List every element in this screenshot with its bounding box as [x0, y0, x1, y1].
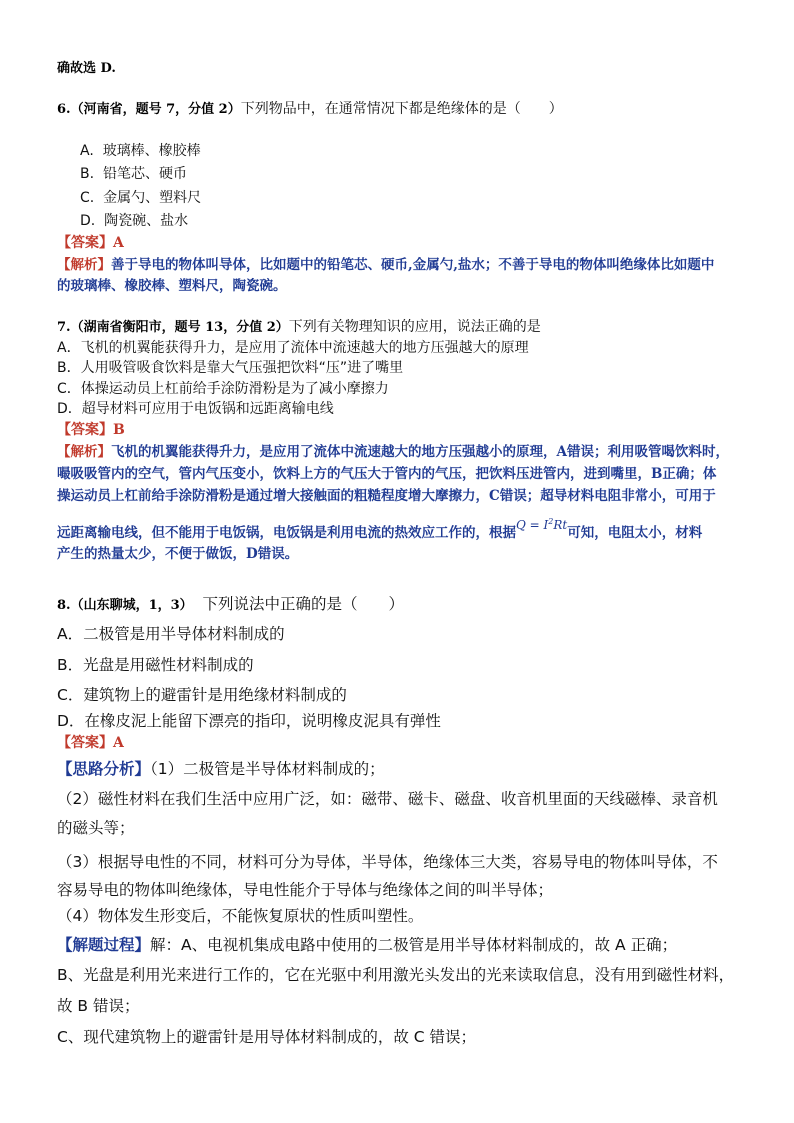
previous-answer-tail: 确故选 D.: [57, 61, 116, 76]
answer-line: [57, 234, 124, 252]
analysis-line-2: 嘬吸吸管内的空气，管内气压变小，饮料上方的气压大于管内的气压，把饮料压进管内，进到嘴里，B正确；体: [57, 466, 717, 482]
question-8: [57, 594, 404, 616]
approach-line-2: （2）磁性材料在我们生活中应用广泛，如：磁带、磁卡、磁盘、收音机里面的天线磁棒、录音机: [57, 790, 718, 808]
answer-tag: 【答案】: [57, 235, 113, 251]
question-number: 6.: [57, 102, 71, 117]
option-letter: A.: [80, 143, 94, 159]
question-source: （河南省，题号 7，分值 2）: [70, 102, 241, 117]
question-stem: 下列物品中，在通常情况下都是绝缘体的是（ ）: [240, 101, 563, 117]
analysis-line-3: 操运动员上杠前给手涂防滑粉是通过增大接触面的粗糙程度增大摩擦力，C错误；超导材料电阻非常小，可用于: [57, 488, 716, 504]
analysis-text: 飞机的机翼能获得升力，是应用了流体中流速越大的地方压强越小的原理，A错误；利用吸管喝饮料时，: [111, 444, 729, 460]
question-number: 8.: [57, 598, 71, 613]
analysis-line-1: [57, 759, 385, 779]
question-6: [57, 100, 563, 119]
approach-text: （1）二极管是半导体材料制成的；: [150, 760, 385, 778]
option-c: [80, 189, 201, 207]
option-a: A．飞机的机翼能获得升力，是应用了流体中流速越大的地方压强越大的原理: [57, 340, 529, 356]
option-text: 玻璃棒、橡胶棒: [102, 143, 201, 159]
analysis-tag: 【解析】: [57, 257, 111, 273]
answer-line: [57, 734, 124, 752]
analysis-line-5: 产生的热量太少，不便于做饭，D错误。: [57, 546, 299, 562]
option-c: C．体操运动员上杠前给手涂防滑粉是为了减小摩擦力: [57, 381, 389, 397]
answer-tag: 【答案】: [57, 422, 113, 438]
analysis-line-2: 的玻璃棒、橡胶棒、塑料尺，陶瓷碗。: [57, 278, 287, 294]
analysis-text: 善于导电的物体叫导体，比如题中的铅笔芯、硬币,金属勺,盐水；不善于导电的物体叫绝缘体比如题中: [111, 257, 715, 273]
option-a: [80, 142, 201, 160]
answer-value: A: [113, 235, 124, 251]
approach-line-5: 容易导电的物体叫绝缘体，导电性能介于导体与绝缘体之间的叫半导体；: [57, 881, 554, 899]
option-letter: D.: [80, 213, 96, 229]
option-b: [80, 165, 187, 183]
solution-line-3: 故 B 错误；: [57, 997, 140, 1015]
answer-value: B: [113, 422, 125, 438]
option-d: [80, 212, 188, 230]
question-stem: 下列有关物理知识的应用，说法正确的是: [288, 319, 541, 335]
option-c: C．建筑物上的避雷针是用绝缘材料制成的: [57, 686, 347, 704]
answer-line: [57, 421, 125, 439]
option-a: A．二极管是用半导体材料制成的: [57, 625, 285, 643]
analysis-text: 可知，电阻太小，材料: [567, 525, 703, 541]
answer-value: A: [113, 735, 124, 751]
option-letter: B.: [80, 166, 95, 182]
question-number: 7.: [57, 320, 71, 335]
question-7: [57, 318, 541, 337]
solution-line-4: C、现代建筑物上的避雷针是用导体材料制成的，故 C 错误；: [57, 1028, 477, 1046]
option-b: B．人用吸管吸食饮料是靠大气压强把饮料“压”进了嘴里: [57, 360, 404, 376]
question-source: （湖南省衡阳市，题号 13，分值 2）: [70, 320, 289, 335]
option-letter: C.: [80, 190, 95, 206]
formula-exponent: 2: [548, 517, 554, 526]
approach-line-4: （3）根据导电性的不同，材料可分为导体，半导体，绝缘体三大类，容易导电的物体叫导体，不: [57, 853, 718, 871]
approach-line-6: （4）物体发生形变后，不能恢复原状的性质叫塑性。: [57, 907, 424, 925]
solution-tag: 【解题过程】: [57, 935, 151, 954]
analysis-line-4: [57, 517, 703, 542]
solution-line-2: B、光盘是利用光来进行工作的，它在光驱中利用激光头发出的光来读取信息，没有用到磁性材料，: [57, 966, 735, 984]
option-text: 铅笔芯、硬币: [102, 166, 187, 182]
analysis-line-1: [57, 443, 729, 461]
option-text: 金属勺、塑料尺: [103, 190, 202, 206]
option-b: B．光盘是用磁性材料制成的: [57, 656, 254, 674]
option-d: D．超导材料可应用于电饭锅和远距离输电线: [57, 401, 334, 417]
option-d: D．在橡皮泥上能留下漂亮的指印，说明橡皮泥具有弹性: [57, 712, 441, 730]
formula-rhs: Rt: [553, 518, 568, 532]
analysis-line-1: [57, 256, 714, 274]
joule-law-formula: [516, 518, 567, 532]
question-stem: 下列说法中正确的是（ ）: [202, 595, 405, 613]
analysis-tag: 【解析】: [57, 444, 111, 460]
answer-tag: 【答案】: [57, 735, 113, 751]
option-text: 陶瓷碗、盐水: [104, 213, 189, 229]
formula-lhs: Q = I: [516, 518, 549, 532]
solution-line-1: [57, 935, 677, 955]
analysis-text: 远距离输电线，但不能用于电饭锅，电饭锅是利用电流的热效应工作的，根据: [57, 525, 516, 541]
question-source: （山东聊城，1，3）: [70, 598, 193, 613]
approach-tag: 【思路分析】: [57, 759, 151, 778]
solution-text: 解：A、电视机集成电路中使用的二极管是用半导体材料制成的，故 A 正确；: [150, 936, 678, 954]
approach-line-3: 的磁头等；: [57, 819, 135, 837]
